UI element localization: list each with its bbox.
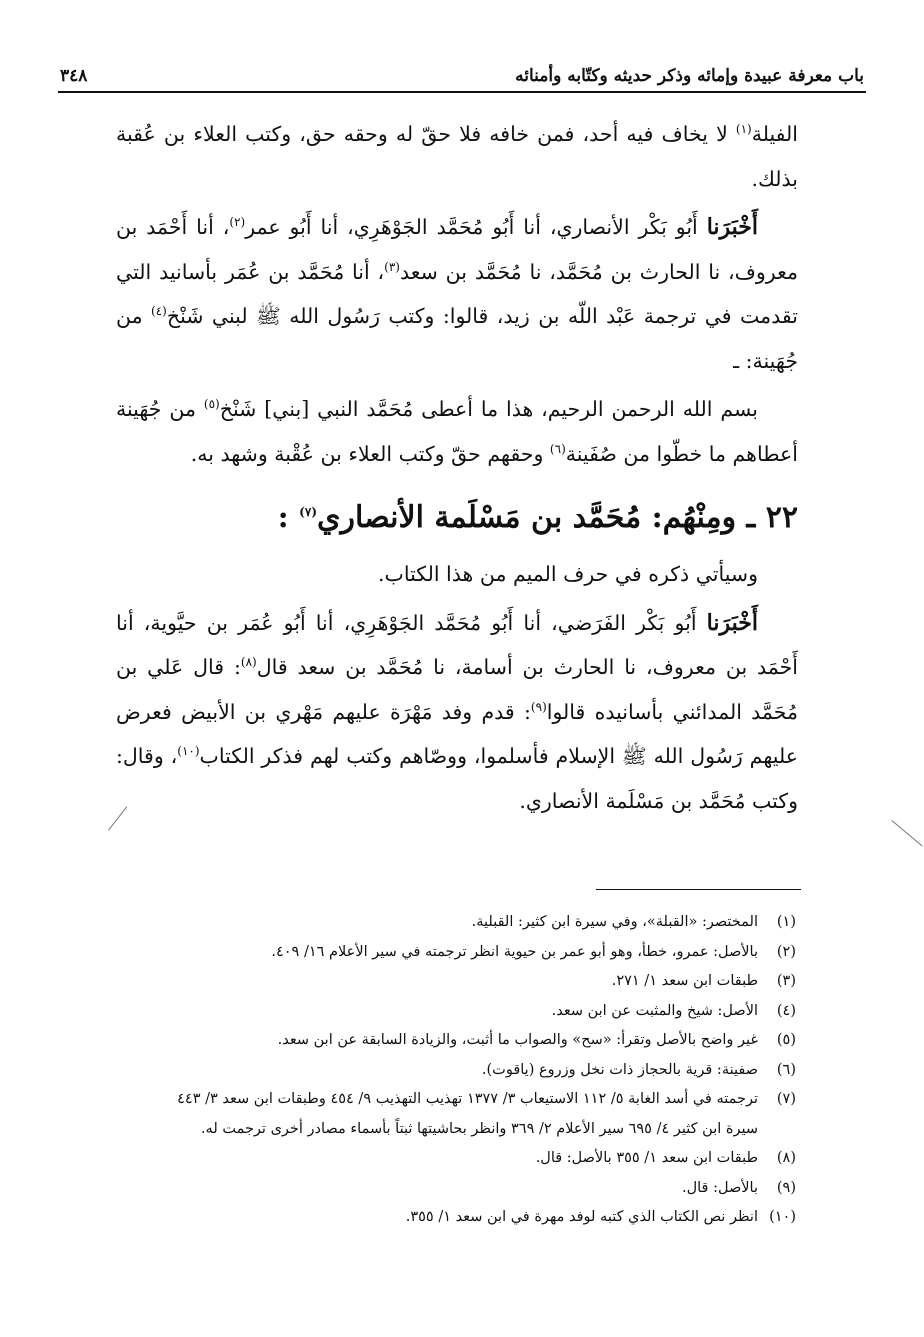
paragraph <box>116 601 798 824</box>
footnote-number: (٥) <box>776 1032 796 1048</box>
footnote-ref: (٨) <box>240 655 257 670</box>
footnote-text: بالأصل: عمرو، خطأ، وهو أبو عمر بن حيوية انظر ترجمته في سير الأعلام ١٦/ ٤٠٩. <box>271 943 758 960</box>
text-run: الفيلة <box>751 122 798 146</box>
paragraph-group-1 <box>116 112 798 476</box>
footnote-number: (٢) <box>776 943 796 960</box>
footnote-ref: (٤) <box>151 304 167 319</box>
paragraph <box>116 205 798 383</box>
lead-word: أَخْبَرَنا <box>706 609 758 636</box>
footnote-text: غير واضح بالأصل وتقرأ: «سح» والصواب ما أثبت، والزيادة السابقة عن ابن سعد. <box>277 1032 758 1048</box>
running-title: باب معرفة عبيدة وإمائه وذكر حديثه وكتّابه وأمنائه <box>515 66 864 86</box>
footnote <box>150 1085 796 1144</box>
footnote-number: (٣) <box>776 973 796 989</box>
footnote-ref: (٦) <box>549 441 566 456</box>
section-heading <box>116 490 798 546</box>
pen-mark <box>891 820 922 846</box>
footnote-text: ترجمته في أسد الغابة ٥/ ١١٢ الاستيعاب ٣/ ١٣٧٧ تهذيب التهذيب ٩/ ٤٥٤ وطبقات ابن سعد ٣/ ٤٤٣ سيرة ابن كثير ٤/ ٦٩٥ سير الأعلام ٢/ ٣٦٩ وانظر بحاشيتها ثبتاً بأسماء مصادر أخرى ترجمت له. <box>177 1091 758 1137</box>
footnote-number: (١) <box>776 914 796 930</box>
footnote <box>150 997 796 1027</box>
footnote-text: صفينة: قرية بالحجاز ذات نخل وزروع (ياقوت). <box>481 1061 758 1078</box>
lead-word: أَخْبَرَنا <box>706 214 759 240</box>
footnote <box>150 938 796 968</box>
footnote <box>150 1056 796 1086</box>
text-run: ، وقال: وكتب مُحَمَّد بن مَسْلَمة الأنصاري. <box>116 744 798 813</box>
footnote-number: (٤) <box>776 1002 796 1019</box>
text-run: : قدم وفد مَهْرَة عليهم مَهْري بن الأبيض فعرض عليهم رَسُول الله ﷺ الإسلام فأسلموا، ووصّاهم وكتب لهم فذكر الكتاب <box>116 699 798 768</box>
footnote-text: انظر نص الكتاب الذي كتبه لوفد مهرة في ابن سعد ١/ ٣٥٥. <box>405 1209 758 1225</box>
section-footnote-ref: (٧) <box>299 505 317 519</box>
section-number: ٢٢ ـ <box>736 500 798 535</box>
section-colon: : <box>277 500 300 535</box>
footnote <box>150 1026 796 1056</box>
page-number: ٣٤٨ <box>60 66 88 86</box>
text-run: من جُهَينة: ـ <box>116 304 798 373</box>
footnote <box>150 1174 796 1204</box>
footnote-number: (٧) <box>776 1091 796 1107</box>
text-run: وسيأتي ذكره في حرف الميم من هذا الكتاب. <box>378 562 758 586</box>
footnote <box>150 967 796 997</box>
footnote-text: المختصر: «القبلة»، وفي سيرة ابن كثير: القبلية. <box>471 914 758 930</box>
footnote-text: طبقات ابن سعد ١/ ٣٥٥ بالأصل: قال. <box>535 1150 758 1166</box>
text-run: أَبُو بَكْر الأنصاري، أنا أَبُو مُحَمَّد الجَوْهَرِي، أنا أَبُو عمر <box>245 215 707 239</box>
footnote-ref: (٥) <box>203 397 220 412</box>
text-run: أَبُو بَكْر الفَرَضي، أنا أَبُو مُحَمَّد الجَوْهَرِي، أنا أَبُو عُمَر بن حيَّوية، أنا أَحْمَد بن معروف، نا الحارث بن أسامة، نا مُحَمَّد بن سعد قال <box>116 610 798 679</box>
footnote-number: (٦) <box>776 1061 796 1078</box>
footnote-ref: (٣) <box>384 259 400 274</box>
footnote-number: (١٠) <box>769 1209 796 1225</box>
text-run: بسم الله الرحمن الرحيم، هذا ما أعطى مُحَمَّد النبي [بني] شَنْخ <box>219 397 758 421</box>
footnote-number: (٩) <box>776 1179 796 1196</box>
text-run: : قال عَلي بن مُحَمَّد المدائني بأسانيده قالوا <box>116 655 798 724</box>
main-text <box>116 112 798 823</box>
paragraph <box>116 552 798 597</box>
footnote-ref: (١٠) <box>177 744 200 759</box>
paragraph <box>116 387 798 476</box>
text-run: لا يخاف فيه أحد، فمن خافه فلا حقّ له وحقه حق، وكتب العلاء بن عُقبة بذلك. <box>116 122 798 191</box>
footnote-number: (٨) <box>776 1150 796 1166</box>
text-run: ، أنا مُحَمَّد بن عُمَر بأسانيد التي تقدمت في ترجمة عَبْد اللّه بن زيد، قالوا: وكتب رَسُول الله ﷺ لبني شَنْخ <box>116 259 798 328</box>
footnote <box>150 908 796 938</box>
footnote-text: بالأصل: قال. <box>681 1179 758 1196</box>
paragraph-group-2 <box>116 552 798 823</box>
footnote-ref: (١) <box>735 122 752 137</box>
page-header <box>60 52 864 86</box>
footnote-ref: (٢) <box>229 215 246 230</box>
text-run: ، أنا أَحْمَد بن معروف، نا الحارث بن مُحَمَّد، نا مُحَمَّد بن سعد <box>116 215 798 284</box>
header-rule <box>58 91 866 93</box>
footnote <box>150 1203 796 1233</box>
text-run: وحقهم حقّ وكتب العلاء بن عُقْبة وشهد به. <box>190 441 550 466</box>
footnote-text: الأصل: شيخ والمثبت عن ابن سعد. <box>551 1002 758 1019</box>
footnote-rule <box>596 889 801 890</box>
paragraph <box>116 112 798 201</box>
footnote <box>150 1144 796 1174</box>
footnotes <box>150 908 796 1233</box>
footnote-text: طبقات ابن سعد ١/ ٢٧١. <box>611 973 758 989</box>
footnote-ref: (٩) <box>530 699 547 714</box>
section-title: ومِنْهُم: مُحَمَّد بن مَسْلَمة الأنصاري <box>317 500 737 535</box>
text-run: من جُهَينة أعطاهم ما خطّوا من صُفَينة <box>116 397 798 466</box>
